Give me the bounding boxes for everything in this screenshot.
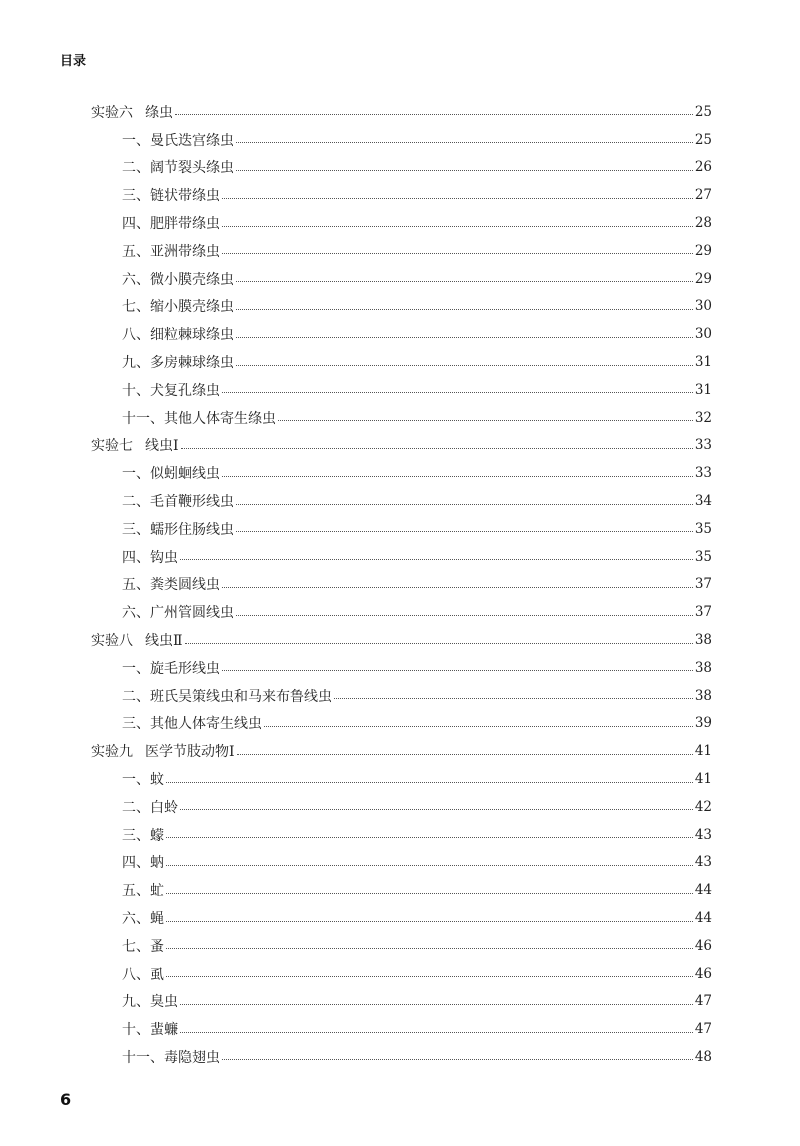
- toc-section-entry[interactable]: [0, 988, 712, 1016]
- chapter-title: 线虫Ⅱ: [145, 633, 183, 650]
- toc-section-entry[interactable]: [0, 682, 712, 710]
- toc-page-number: 41: [694, 743, 712, 760]
- toc-entry-title: 六、蝇: [122, 911, 164, 927]
- toc-entry-title: 二、毛首鞭形线虫: [122, 494, 234, 511]
- toc-section-entry[interactable]: [0, 126, 712, 154]
- dot-leader: [166, 782, 693, 783]
- toc-section-entry[interactable]: [0, 265, 712, 293]
- dot-leader: [180, 809, 693, 810]
- toc-section-entry[interactable]: [0, 404, 712, 432]
- toc-page-number: 37: [694, 604, 712, 621]
- dot-leader: [264, 726, 693, 727]
- dot-leader: [180, 1004, 693, 1005]
- toc-entry-title: 九、多房棘球绦虫: [122, 355, 234, 372]
- dot-leader: [236, 142, 693, 143]
- toc-entry-title: [91, 741, 235, 761]
- toc-page-number: 35: [694, 520, 712, 537]
- toc-page-number: 38: [694, 659, 712, 676]
- toc-page-number: 32: [694, 409, 712, 426]
- toc-entry-title: 十、犬复孔绦虫: [122, 382, 220, 399]
- toc-page-number: 44: [694, 882, 712, 899]
- toc-entry-title: 四、肥胖带绦虫: [122, 216, 220, 233]
- toc-entry-title: 七、缩小膜壳绦虫: [122, 299, 234, 316]
- toc-chapter-entry[interactable]: [0, 432, 712, 460]
- toc-page-number: 30: [694, 298, 712, 315]
- page-number: 6: [60, 1090, 72, 1109]
- dot-leader: [236, 170, 693, 171]
- toc-section-entry[interactable]: [0, 348, 712, 376]
- toc-section-entry[interactable]: [0, 515, 712, 543]
- toc-section-entry[interactable]: [0, 543, 712, 571]
- toc-entry-title: 四、钩虫: [122, 549, 178, 566]
- toc-page-number: 46: [694, 937, 712, 954]
- toc-page-number: 29: [694, 270, 712, 287]
- dot-leader: [166, 865, 693, 866]
- toc-entry-title: [91, 435, 179, 455]
- toc-page-number: 29: [694, 242, 712, 259]
- chapter-number: 实验七: [91, 438, 133, 455]
- toc-page-number: 33: [694, 465, 712, 482]
- dot-leader: [236, 531, 693, 532]
- dot-leader: [166, 921, 693, 922]
- toc-page-number: 44: [694, 910, 712, 926]
- dot-leader: [222, 253, 693, 254]
- dot-leader: [180, 559, 693, 560]
- chapter-number: 实验九: [91, 744, 133, 761]
- chapter-number: 实验八: [91, 633, 133, 650]
- toc-section-entry[interactable]: [0, 904, 712, 932]
- dot-leader: [236, 281, 693, 282]
- toc-page-number: 47: [694, 993, 712, 1010]
- toc-section-entry[interactable]: [0, 821, 712, 849]
- toc-section-entry[interactable]: [0, 1015, 712, 1043]
- dot-leader: [222, 476, 693, 477]
- toc-section-entry[interactable]: [0, 237, 712, 265]
- dot-leader: [236, 615, 693, 616]
- toc-page-number: 34: [694, 493, 712, 510]
- toc-section-entry[interactable]: [0, 710, 712, 738]
- toc-entry-title: 十、蜚蠊: [122, 1022, 178, 1039]
- toc-chapter-entry[interactable]: [0, 626, 712, 654]
- toc-page-number: 43: [694, 826, 712, 843]
- toc-page-number: 33: [694, 437, 712, 454]
- dot-leader: [222, 587, 693, 588]
- toc-section-entry[interactable]: [0, 209, 712, 237]
- toc-page-number: 38: [694, 687, 712, 704]
- toc-section-entry[interactable]: [0, 154, 712, 182]
- toc-section-entry[interactable]: [0, 1043, 712, 1071]
- dot-leader: [166, 976, 693, 977]
- dot-leader: [237, 754, 693, 755]
- toc-entry-title: 七、蚤: [122, 938, 164, 955]
- toc-section-entry[interactable]: [0, 932, 712, 960]
- toc-entry-title: 三、链状带绦虫: [122, 188, 220, 205]
- toc-section-entry[interactable]: [0, 765, 712, 793]
- chapter-title: 医学节肢动物Ⅰ: [145, 744, 235, 761]
- toc-entry-title: 三、蠓: [122, 827, 164, 844]
- toc-entry-title: 一、曼氏迭宫绦虫: [122, 132, 234, 149]
- dot-leader: [222, 226, 693, 227]
- dot-leader: [181, 448, 693, 449]
- dot-leader: [236, 309, 693, 310]
- dot-leader: [236, 365, 693, 366]
- toc-page-number: 35: [694, 548, 712, 565]
- toc-section-entry[interactable]: [0, 876, 712, 904]
- dot-leader: [222, 670, 693, 671]
- dot-leader: [166, 893, 693, 894]
- toc-section-entry[interactable]: [0, 376, 712, 404]
- toc-entry-title: 九、臭虫: [122, 994, 178, 1011]
- toc-page-number: 47: [694, 1021, 712, 1038]
- toc-page-number: 25: [694, 103, 712, 120]
- dot-leader: [185, 643, 693, 644]
- toc-section-entry[interactable]: [0, 960, 712, 988]
- toc-section-entry[interactable]: [0, 320, 712, 348]
- running-header: 目录: [60, 54, 87, 69]
- dot-leader: [236, 337, 693, 338]
- toc-entry-title: 二、白蛉: [122, 799, 178, 816]
- toc-page-number: 28: [694, 215, 712, 232]
- toc-entry-title: 一、蚊: [122, 772, 164, 789]
- dot-leader: [166, 948, 693, 949]
- toc-section-entry[interactable]: [0, 181, 712, 209]
- dot-leader: [222, 198, 693, 199]
- toc-entry-title: 十一、其他人体寄生绦虫: [122, 410, 276, 427]
- toc-page-number: 48: [694, 1048, 712, 1065]
- dot-leader: [166, 837, 693, 838]
- toc-page-number: 42: [694, 798, 712, 815]
- toc-entry-title: 二、班氏吴策线虫和马来布鲁线虫: [122, 688, 332, 705]
- dot-leader: [175, 114, 693, 115]
- toc-entry-title: 三、其他人体寄生线虫: [122, 716, 262, 733]
- chapter-number: 实验六: [91, 104, 133, 121]
- toc-section-entry[interactable]: [0, 598, 712, 626]
- toc-entry-title: [91, 102, 173, 122]
- dot-leader: [334, 698, 693, 699]
- toc-section-entry[interactable]: [0, 849, 712, 877]
- toc-page-number: 37: [694, 576, 712, 593]
- toc-page-number: 41: [694, 771, 712, 788]
- dot-leader: [180, 1032, 693, 1033]
- toc-entry-title: 三、蠕形住肠线虫: [122, 521, 234, 538]
- toc-entry-title: 八、虱: [122, 966, 164, 983]
- toc-section-entry[interactable]: [0, 571, 712, 599]
- toc-section-entry[interactable]: [0, 793, 712, 821]
- toc-entry-title: 一、旋毛形线虫: [122, 660, 220, 677]
- toc-entry-title: 五、虻: [122, 883, 164, 900]
- toc-chapter-entry[interactable]: [0, 737, 712, 765]
- toc-chapter-entry[interactable]: [0, 98, 712, 126]
- toc-entry-title: [91, 630, 183, 650]
- dot-leader: [236, 504, 693, 505]
- toc-page-number: 26: [694, 159, 712, 176]
- toc-page-number: 25: [694, 131, 712, 148]
- toc-page-number: 43: [694, 854, 712, 871]
- toc-entry-title: 五、粪类圆线虫: [122, 577, 220, 594]
- toc-page-number: 46: [694, 965, 712, 982]
- toc-entry-title: 六、微小膜壳绦虫: [122, 271, 234, 288]
- toc-section-entry[interactable]: [0, 487, 712, 515]
- toc-entry-title: 二、阔节裂头绦虫: [122, 160, 234, 177]
- dot-leader: [278, 420, 693, 421]
- toc-page-number: 31: [694, 354, 712, 371]
- toc-section-entry[interactable]: [0, 654, 712, 682]
- toc-entry-title: 八、细粒棘球绦虫: [122, 327, 234, 344]
- toc-page-number: 39: [694, 715, 712, 732]
- toc-section-entry[interactable]: [0, 459, 712, 487]
- chapter-title: 线虫Ⅰ: [145, 438, 179, 455]
- toc-entry-title: 六、广州管圆线虫: [122, 605, 234, 622]
- toc-page-number: 38: [694, 632, 712, 649]
- toc-page-number: 27: [694, 187, 712, 204]
- chapter-title: 绦虫: [145, 104, 173, 121]
- toc-page-number: 30: [694, 326, 712, 343]
- table-of-contents: [0, 98, 800, 1071]
- dot-leader: [222, 1059, 693, 1060]
- toc-entry-title: 十一、毒隐翅虫: [122, 1049, 220, 1066]
- toc-entry-title: 五、亚洲带绦虫: [122, 243, 220, 260]
- dot-leader: [222, 392, 693, 393]
- toc-entry-title: 四、蚋: [122, 855, 164, 872]
- toc-page-number: 31: [694, 381, 712, 398]
- toc-entry-title: 一、似蚓蛔线虫: [122, 466, 220, 483]
- toc-section-entry[interactable]: [0, 293, 712, 321]
